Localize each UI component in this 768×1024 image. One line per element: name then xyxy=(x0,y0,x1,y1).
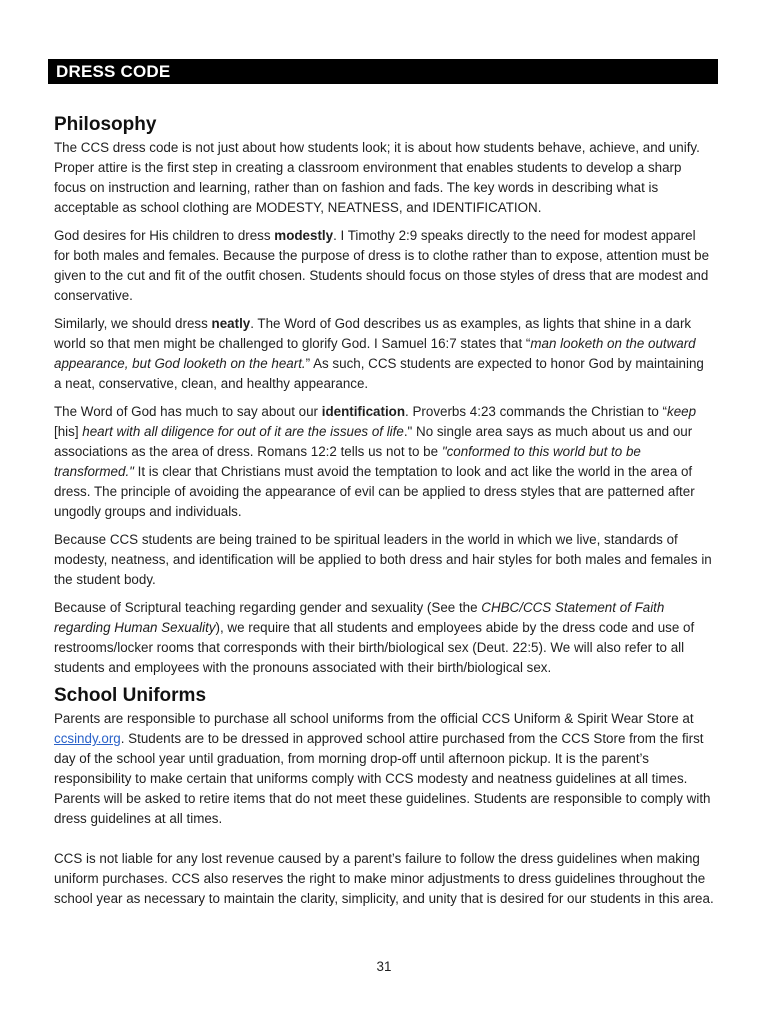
philosophy-paragraph-4: The Word of God has much to say about our identification. Proverbs 4:23 commands the Christian to “keep [his] heart with all diligence for out of it are the issues of life." No single area says as much about us and our associations as the area of dress. Romans 12:2 tells us not to be "conformed to this world but to be transformed." It is clear that Christians must avoid the temptation to look and act like the world in the area of dress. The principle of avoiding the appearance of evil can be applied to dress styles that are patterned after ungodly groups and individuals. xyxy=(54,404,697,519)
ccsindy-link[interactable]: ccsindy.org xyxy=(54,731,121,746)
section-banner xyxy=(48,59,718,84)
philosophy-paragraph-1: The CCS dress code is not just about how students look; it is about how students behave, achieve, and unify. Proper attire is the first step in creating a classroom environment that enables students to develop a sharp focus on instruction and learning, rather than on fashion and fads. The key words in describing what is acceptable as school clothing are MODESTY, NEATNESS, and IDENTIFICATION. xyxy=(54,140,700,215)
uniforms-paragraph-2: CCS is not liable for any lost revenue caused by a parent’s failure to follow the dress guidelines when making uniform purchases. CCS also reserves the right to make minor adjustments to dress guidelines throughout the school year as necessary to maintain the clarity, simplicity, and unity that is desired for our students in this area. xyxy=(54,851,714,906)
philosophy-paragraph-6: Because of Scriptural teaching regarding gender and sexuality (See the CHBC/CCS Statement of Faith regarding Human Sexuality), we require that all students and employees abide by the dress code and use of restrooms/locker rooms that corresponds with their birth/biological sex (Deut. 22:5). We will also refer to all students and employees with the pronouns associated with their birth/biological sex. xyxy=(54,600,695,675)
banner-title: DRESS CODE xyxy=(56,62,171,81)
philosophy-paragraph-3: Similarly, we should dress neatly. The Word of God describes us as examples, as lights that shine in a dark world so that men might be challenged to glorify God. I Samuel 16:7 states that “man looketh on the outward appearance, but God looketh on the heart.” As such, CCS students are expected to honor God by maintaining a neat, conservative, clean, and healthy appearance. xyxy=(54,316,704,391)
philosophy-paragraph-2: God desires for His children to dress modestly. I Timothy 2:9 speaks directly to the need for modest apparel for both males and females. Because the purpose of dress is to clothe rather than to expose, attention must be given to the cut and fit of the outfit chosen. Students should focus on those styles of dress that are modest and conservative. xyxy=(54,228,710,303)
page-number: 31 xyxy=(376,959,392,974)
page-content xyxy=(54,112,714,909)
school-uniforms-heading: School Uniforms xyxy=(54,685,207,706)
uniforms-paragraph-1: Parents are responsible to purchase all school uniforms from the official CCS Uniform & Spirit Wear Store at ccsindy.org. Students are to be dressed in approved school attire purchased from the CCS Store from the first day of the school year until graduation, from morning drop-off until afternoon pickup. It is the parent’s responsibility to make certain that uniforms comply with CCS modesty and neatness guidelines at all times. Parents will be asked to retire items that do not meet these guidelines. Students are responsible to comply with dress guidelines at all times. xyxy=(54,711,711,826)
philosophy-heading: Philosophy xyxy=(54,114,157,135)
philosophy-paragraph-5: Because CCS students are being trained to be spiritual leaders in the world in which we live, standards of modesty, neatness, and identification will be applied to both dress and hair styles for both males and females in the student body. xyxy=(54,532,712,587)
